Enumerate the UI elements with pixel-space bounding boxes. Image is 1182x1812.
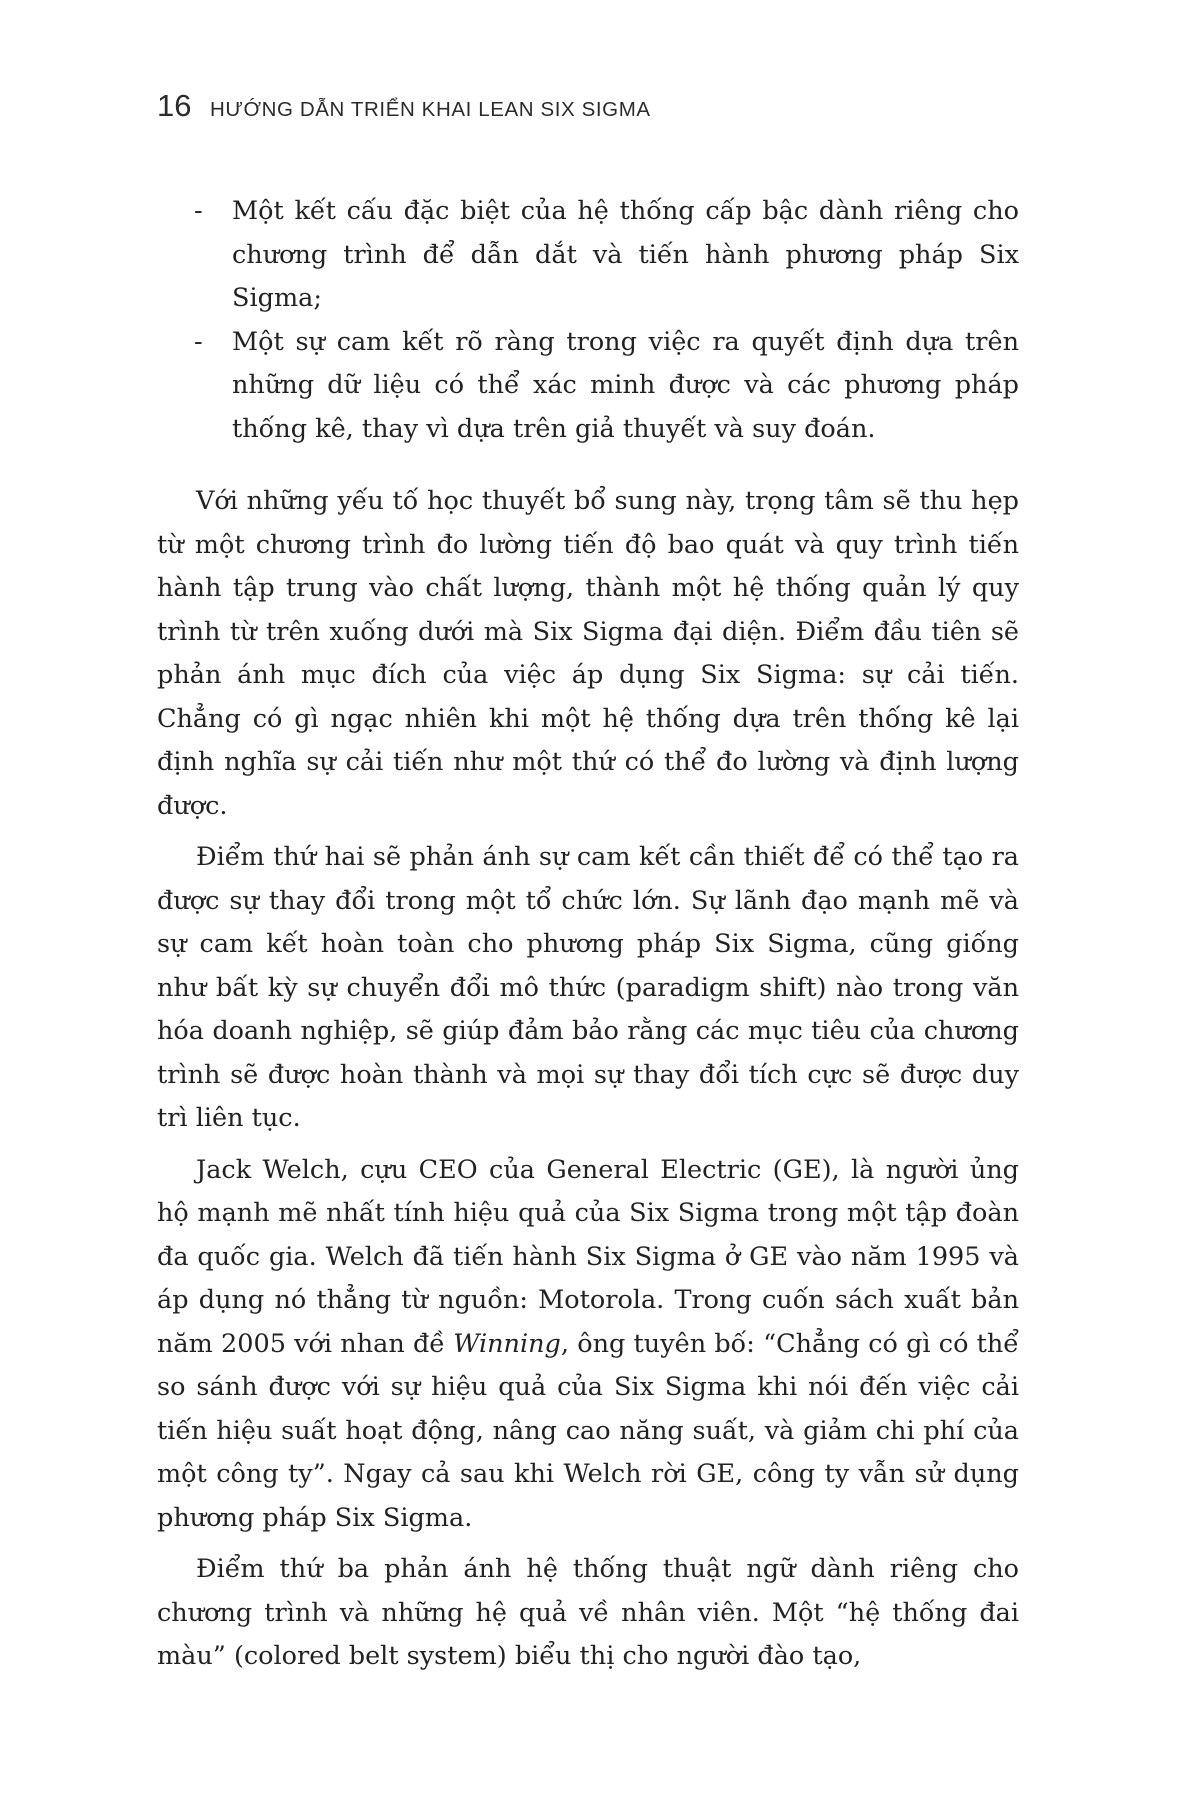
paragraph-1: Với những yếu tố học thuyết bổ sung này, trọng tâm sẽ thu hẹp từ một chương trình đo lường tiến độ bao quát và quy trình tiến hành tập trung vào chất lượng, thành một hệ thống quản lý quy trình từ trên xuống dưới mà Six Sigma đại diện. Điểm đầu tiên sẽ phản ánh mục đích của việc áp dụng Six Sigma: sự cải tiến. Chẳng có gì ngạc nhiên khi một hệ thống dựa trên thống kê lại định nghĩa sự cải tiến như một thứ có thể đo lường và định lượng được. [157,486,1019,821]
body-text [157,190,1019,1679]
bullet-text: Một sự cam kết rõ ràng trong việc ra quyết định dựa trên những dữ liệu có thể xác minh được và các phương pháp thống kê, thay vì dựa trên giả thuyết và suy đoán. [232,326,1019,444]
list-item [157,190,1019,321]
bullet-dash: - [194,326,203,357]
bullet-list [157,190,1019,451]
book-title-winning: Winning [453,1328,561,1359]
paragraph-2: Điểm thứ hai sẽ phản ánh sự cam kết cần thiết để có thể tạo ra được sự thay đổi trong một tổ chức lớn. Sự lãnh đạo mạnh mẽ và sự cam kết hoàn toàn cho phương pháp Six Sigma, cũng giống như bất kỳ sự chuyển đổi mô thức (paradigm shift) nào trong văn hóa doanh nghiệp, sẽ giúp đảm bảo rằng các mục tiêu của chương trình sẽ được hoàn thành và mọi sự thay đổi tích cực sẽ được duy trì liên tục. [157,842,1019,1133]
paragraph-3 [157,1149,1019,1541]
list-item [157,321,1019,452]
paragraph-3-text-end: , ông tuyên bố: “Chẳng có gì có thể so sánh được với sự hiệu quả của Six Sigma khi nói đến việc cải tiến hiệu suất hoạt động, nâng cao năng suất, và giảm chi phí của một công ty”. Ngay cả sau khi Welch rời GE, công ty vẫn sử dụng phương pháp Six Sigma. [157,1328,1019,1533]
bullet-text: Một kết cấu đặc biệt của hệ thống cấp bậc dành riêng cho chương trình để dẫn dắt và tiến hành phương pháp Six Sigma; [232,196,1019,313]
page-number: 16 [157,88,192,123]
paragraph-4: Điểm thứ ba phản ánh hệ thống thuật ngữ dành riêng cho chương trình và những hệ quả về nhân viên. Một “hệ thống đai màu” (colored belt system) biểu thị cho người đào tạo, [157,1554,1019,1671]
paragraph-3-text-start: Jack Welch, cựu CEO của General Electric (GE), là người ủng hộ mạnh mẽ nhất tính hiệu quả của Six Sigma trong một tập đoàn đa quốc gia. Welch đã tiến hành Six Sigma ở GE vào năm 1995 và áp dụng nó thẳng từ nguồn: Motorola. Trong cuốn sách xuất bản năm 2005 với nhan đề [157,1154,1019,1359]
bullet-dash: - [194,196,203,226]
book-title: HƯỚNG DẪN TRIỂN KHAI LEAN SIX SIGMA [209,98,651,121]
running-header [157,88,651,124]
